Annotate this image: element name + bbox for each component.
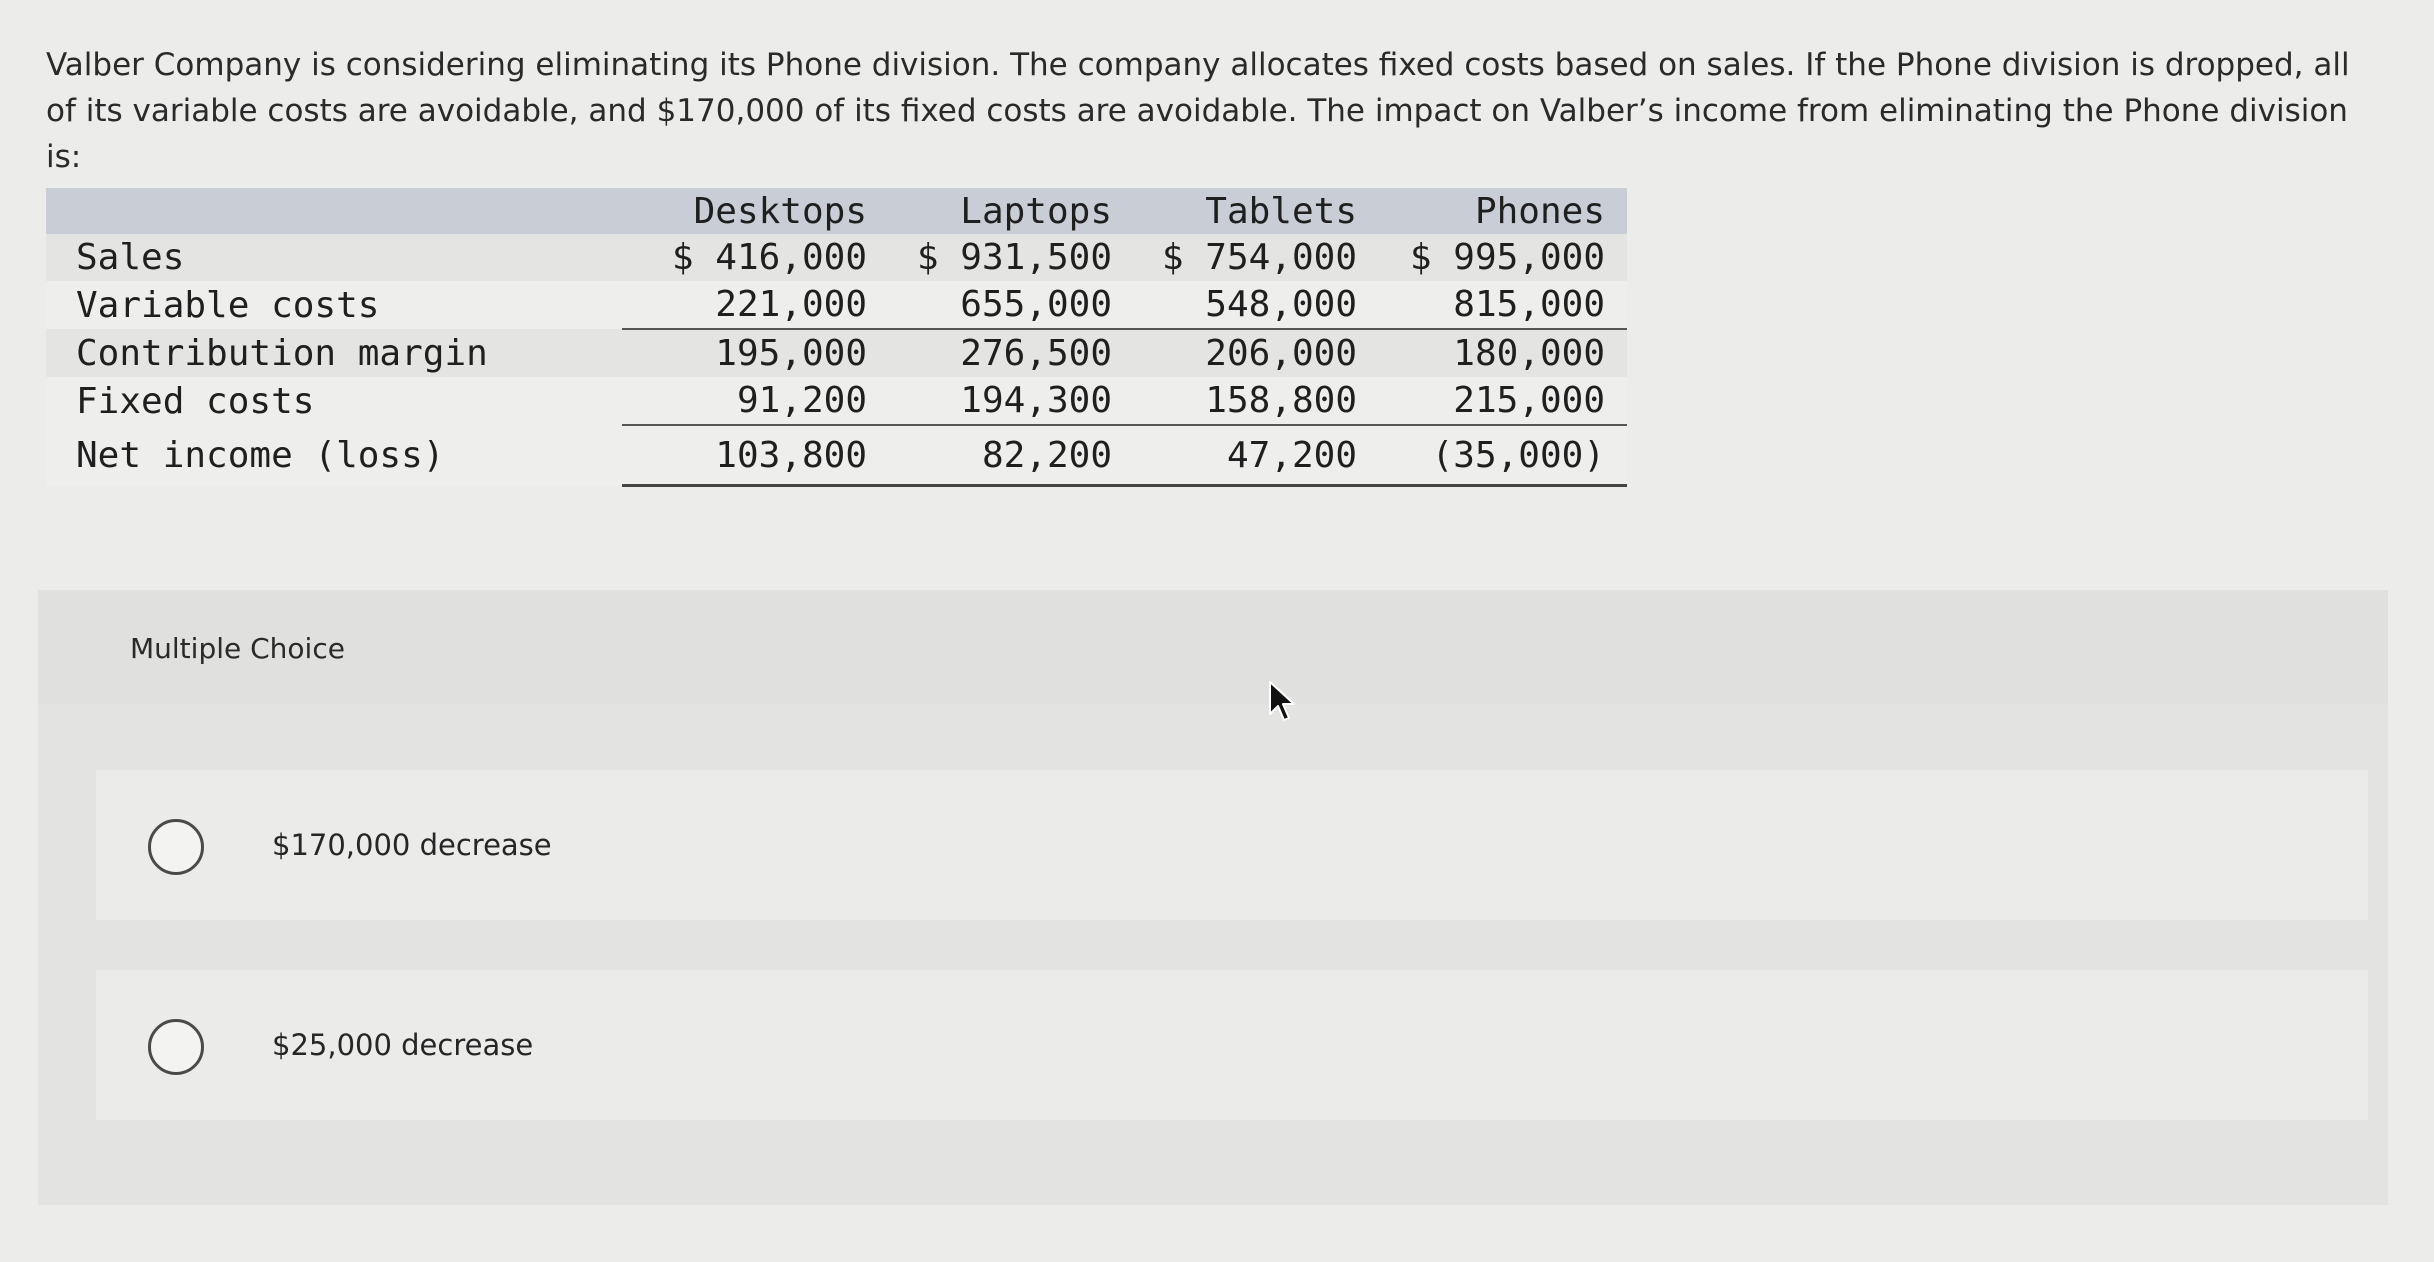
cell-desktops: 221,000 [622,281,867,329]
cell-phones: (35,000) [1357,425,1627,486]
cell-phones: 180,000 [1357,329,1627,377]
cell-desktops: $ 416,000 [622,234,867,281]
income-statement-table [46,188,1627,487]
column-header-phones: Phones [1357,188,1627,234]
choice-option-1[interactable] [96,770,2368,920]
cell-phones: $ 995,000 [1357,234,1627,281]
cell-laptops: 276,500 [867,329,1112,377]
cell-phones: 815,000 [1357,281,1627,329]
cell-laptops: 655,000 [867,281,1112,329]
cell-laptops: $ 931,500 [867,234,1112,281]
row-label: Contribution margin [46,329,622,377]
cell-desktops: 91,200 [622,377,867,425]
choice-option-text: $25,000 decrease [272,1028,534,1062]
cell-tablets: 47,200 [1112,425,1357,486]
column-header-tablets: Tablets [1112,188,1357,234]
multiple-choice-panel [38,590,2388,1205]
multiple-choice-label: Multiple Choice [130,632,345,665]
mouse-cursor-icon [1268,680,1298,722]
row-label: Net income (loss) [46,425,622,486]
table-corner-header [46,188,622,234]
cell-phones: 215,000 [1357,377,1627,425]
row-label: Sales [46,234,622,281]
table-row-net-income [46,425,1627,486]
table-header-row [46,188,1627,234]
cell-tablets: $ 754,000 [1112,234,1357,281]
table-row-variable-costs [46,281,1627,329]
row-label: Variable costs [46,281,622,329]
column-header-laptops: Laptops [867,188,1112,234]
radio-button-icon[interactable] [148,1019,204,1075]
multiple-choice-header [38,590,2388,704]
cell-desktops: 103,800 [622,425,867,486]
choice-option-text: $170,000 decrease [272,828,552,862]
table-row-fixed-costs [46,377,1627,425]
row-label: Fixed costs [46,377,622,425]
table-row-contribution-margin [46,329,1627,377]
table-row-sales [46,234,1627,281]
question-text: Valber Company is considering eliminating its Phone division. The company allocates fixed costs based on sales. If the Phone division is dropped, all of its variable costs are avoidable, and $170,000 of its fixed costs are avoidable. The impact on Valber’s income from eliminating the Phone division is: [46,47,2350,175]
cell-tablets: 158,800 [1112,377,1357,425]
cell-tablets: 548,000 [1112,281,1357,329]
cell-tablets: 206,000 [1112,329,1357,377]
column-header-desktops: Desktops [622,188,867,234]
cell-desktops: 195,000 [622,329,867,377]
cell-laptops: 82,200 [867,425,1112,486]
cell-laptops: 194,300 [867,377,1112,425]
choice-option-2[interactable] [96,970,2368,1120]
radio-button-icon[interactable] [148,819,204,875]
